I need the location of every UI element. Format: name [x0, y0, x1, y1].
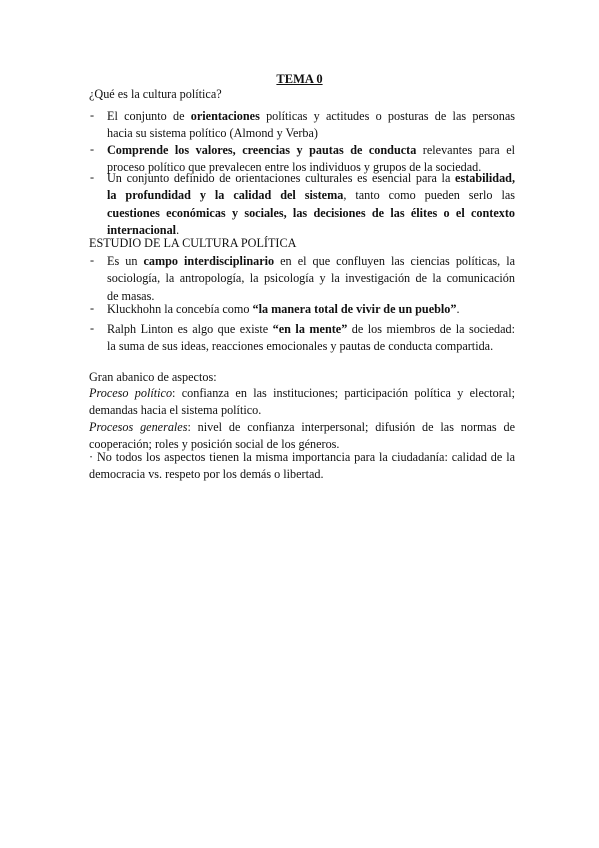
text-line	[107, 338, 515, 355]
study-item-2	[90, 301, 515, 318]
bold-text-run: “la manera total de vivir de un pueblo”	[252, 302, 457, 316]
aspect-paragraph-1	[89, 385, 515, 419]
text-run: : confianza en las instituciones; participación política y electoral;	[172, 386, 515, 400]
text-line	[107, 142, 515, 159]
text-run: : nivel de confianza interpersonal; difusión de las normas de	[187, 420, 515, 434]
list-dash: -	[90, 301, 95, 315]
text-run: .	[456, 302, 460, 316]
text-run: de masas.	[107, 288, 155, 303]
study-item-3	[90, 321, 515, 356]
list-dash: -	[90, 253, 95, 267]
text-run: relevantes para el	[416, 143, 515, 157]
text-line	[89, 419, 515, 436]
text-line	[89, 402, 515, 419]
text-line	[107, 187, 515, 204]
text-line	[107, 108, 515, 125]
text-line	[107, 205, 515, 222]
text-run: cooperación; roles y posición social de los géneros.	[89, 437, 340, 452]
study-item-1	[90, 253, 515, 305]
text-run: Kluckhohn la concebía como	[107, 302, 253, 316]
italic-text-run: Proceso político	[89, 386, 173, 400]
text-run: · No todos los aspectos tienen la misma importancia para la ciudadanía: calidad de la	[89, 450, 515, 464]
text-line	[89, 466, 515, 483]
bold-text-run: Comprende los valores, creencias y pautas de conducta	[107, 143, 417, 157]
bold-text-run: “en la mente”	[272, 322, 348, 336]
text-line	[107, 170, 515, 187]
bold-text-run: cuestiones económicas y sociales, las decisiones de las élites o el contexto	[107, 205, 515, 220]
text-run: hacia su sistema político (Almond y Verba)	[107, 126, 318, 141]
list-dash: -	[90, 142, 95, 156]
text-run: , tanto como pueden serlo las	[343, 188, 515, 203]
text-run: democracia vs. respeto por los demás o libertad.	[89, 467, 324, 482]
definition-item-3	[90, 170, 515, 240]
definition-item-1	[90, 108, 516, 143]
bold-text-run: la profundidad y la calidad del sistema	[107, 188, 344, 203]
page-title: TEMA 0	[276, 72, 323, 86]
text-line	[107, 125, 515, 142]
question-line: ¿Qué es la cultura política?	[89, 87, 222, 101]
aspects-heading: Gran abanico de aspectos:	[89, 370, 217, 384]
text-line	[107, 301, 515, 318]
list-dash: -	[90, 108, 95, 122]
text-run: en el que confluyen las ciencias políticas, la	[274, 254, 515, 268]
bold-text-run: orientaciones	[190, 109, 260, 123]
text-line	[107, 253, 515, 270]
list-dash: -	[90, 321, 95, 335]
text-run: proceso político que prevalecen entre los individuos y grupos de la sociedad.	[107, 160, 482, 175]
bold-text-run: campo interdisciplinario	[143, 254, 275, 268]
text-run: Un conjunto definido de orientaciones culturales es esencial para la	[107, 171, 456, 185]
text-run: El conjunto de	[107, 109, 191, 123]
text-run: demandas hacia el sistema político.	[89, 403, 262, 418]
text-run: de los miembros de la sociedad:	[347, 322, 515, 336]
aspect-paragraph-3	[89, 449, 515, 483]
text-run: Ralph Linton es algo que existe	[107, 322, 273, 336]
text-run: la suma de sus ideas, reacciones emocionales y pautas de conducta compartida.	[107, 339, 494, 354]
italic-text-run: Procesos generales	[89, 420, 188, 434]
text-line	[89, 385, 515, 402]
bold-text-run: estabilidad,	[455, 171, 515, 185]
text-line	[89, 449, 515, 466]
text-line	[107, 270, 515, 287]
text-run: Es un	[107, 254, 144, 268]
list-dash: -	[90, 170, 95, 184]
section-heading: ESTUDIO DE LA CULTURA POLÍTICA	[89, 236, 297, 250]
text-run: sociología, la antropología, la psicología y la investigación de la comunicación	[107, 271, 515, 286]
text-run: .	[176, 223, 180, 238]
text-line	[107, 321, 515, 338]
text-run: políticas y actitudes o posturas de las personas	[259, 109, 516, 123]
bold-text-run: internacional	[107, 223, 177, 238]
